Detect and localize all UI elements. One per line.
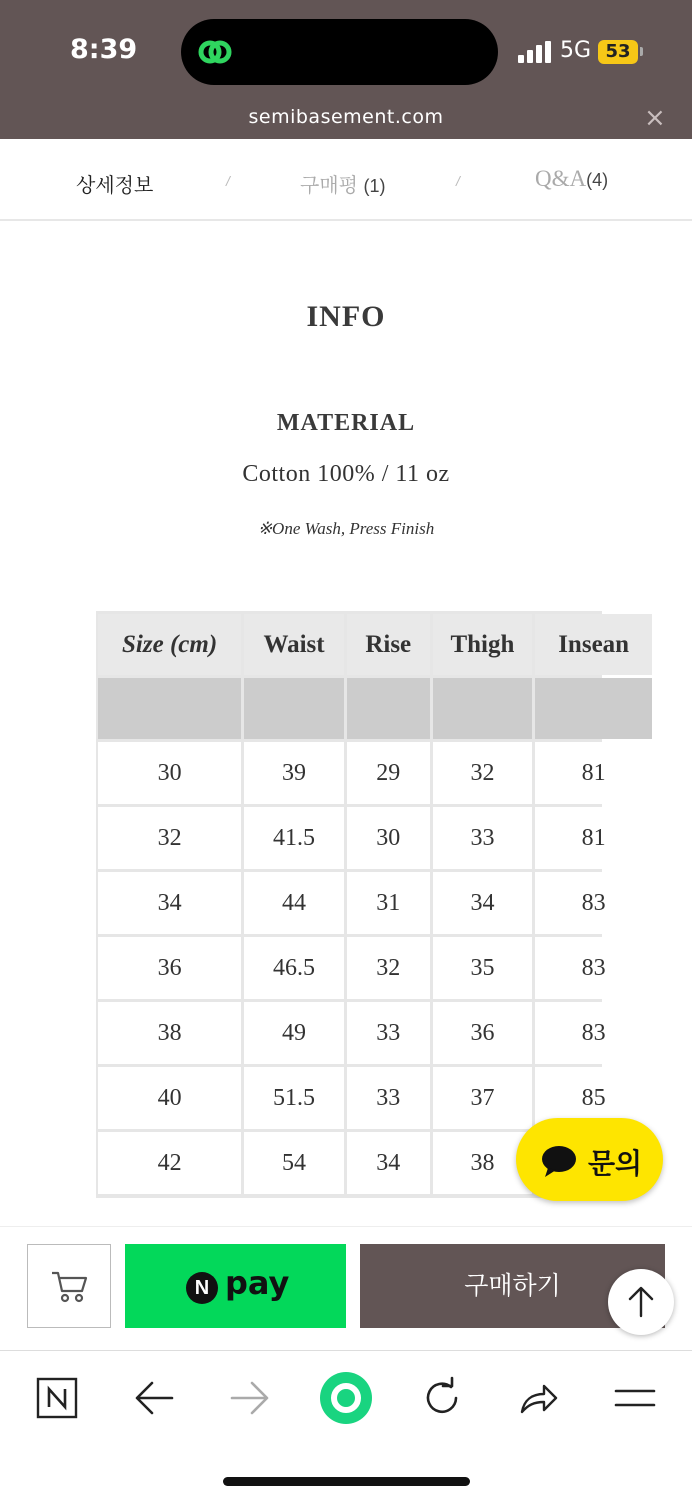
table-cell: 39 (244, 742, 344, 804)
dynamic-island (181, 19, 498, 85)
table-row (98, 1002, 652, 1064)
material-text: Cotton 100% / 11 oz (242, 461, 450, 487)
detail-tab-bar (0, 139, 692, 221)
table-cell: 46.5 (244, 937, 344, 999)
table-cell: 32 (433, 742, 533, 804)
share-icon[interactable] (516, 1376, 560, 1420)
naver-n-badge: N (186, 1272, 218, 1304)
table-cell: 54 (244, 1132, 344, 1194)
inquiry-label: 문의 (588, 1147, 643, 1180)
signal-icon (518, 41, 552, 63)
info-title: INFO (306, 300, 386, 333)
tab-separator: / (456, 173, 460, 189)
header-rise: Rise (347, 614, 430, 675)
tab-count: (4) (586, 170, 609, 190)
table-cell: 32 (98, 807, 241, 869)
table-cell: 31 (347, 872, 430, 934)
home-circle-icon[interactable] (318, 1370, 374, 1426)
table-cell: 33 (347, 1002, 430, 1064)
table-cell (347, 678, 430, 739)
table-cell (433, 678, 533, 739)
table-cell: 34 (433, 872, 533, 934)
table-cell (244, 678, 344, 739)
header-thigh: Thigh (433, 614, 533, 675)
table-cell: 83 (535, 937, 652, 999)
table-cell: 35 (433, 937, 533, 999)
battery-level: 53 (598, 40, 638, 64)
table-cell: 37 (433, 1067, 533, 1129)
header-waist: Waist (244, 614, 344, 675)
naver-n-icon[interactable] (35, 1376, 79, 1420)
inquiry-chat-button[interactable] (516, 1118, 663, 1201)
purchase-bar (0, 1226, 692, 1348)
scroll-to-top-button[interactable] (608, 1269, 674, 1335)
browser-toolbar (0, 1350, 692, 1500)
table-cell: 34 (347, 1132, 430, 1194)
header-size: Size (cm) (98, 614, 241, 675)
table-row (98, 872, 652, 934)
tab-detail-info[interactable] (76, 169, 153, 198)
table-cell: 38 (433, 1132, 533, 1194)
tab-reviews[interactable] (300, 169, 386, 198)
table-row (98, 937, 652, 999)
table-cell: 51.5 (244, 1067, 344, 1129)
material-title: MATERIAL (276, 410, 416, 436)
tab-label: Q&A (535, 166, 587, 191)
table-cell: 85 (535, 1067, 652, 1129)
header-inseam: Insean (535, 614, 652, 675)
status-time: 8:39 (70, 34, 138, 65)
battery-tip (640, 47, 643, 56)
url-text[interactable]: semibasement.com (248, 106, 444, 128)
table-cell: 44 (244, 872, 344, 934)
table-cell: 33 (347, 1067, 430, 1129)
table-cell: 38 (98, 1002, 241, 1064)
table-cell: 40 (98, 1067, 241, 1129)
tab-label: 상세정보 (76, 175, 154, 197)
table-cell (98, 678, 241, 739)
tab-label: 구매평 (300, 175, 358, 197)
table-row (98, 807, 652, 869)
tab-qna[interactable] (535, 166, 608, 192)
speech-bubble-icon (540, 1144, 578, 1178)
npay-label: pay (225, 1264, 290, 1302)
wash-note: ※One Wash, Press Finish (257, 519, 435, 538)
table-cell: 34 (98, 872, 241, 934)
close-icon[interactable]: × (644, 103, 666, 133)
table-cell: 41.5 (244, 807, 344, 869)
forward-arrow-icon[interactable] (228, 1376, 272, 1420)
size-table (95, 611, 655, 1197)
table-header-row (98, 614, 652, 675)
npay-button[interactable] (125, 1244, 346, 1328)
buy-now-button[interactable]: 구매하기 (360, 1244, 665, 1328)
arrow-up-icon (627, 1286, 655, 1318)
cart-icon (50, 1269, 90, 1303)
menu-icon[interactable] (613, 1376, 657, 1420)
table-cell: 30 (347, 807, 430, 869)
table-blank-row (98, 678, 652, 739)
table-cell (535, 678, 652, 739)
table-cell: 42 (98, 1132, 241, 1194)
back-arrow-icon[interactable] (132, 1376, 176, 1420)
home-indicator (223, 1477, 470, 1486)
tab-separator: / (226, 173, 230, 189)
table-cell: 32 (347, 937, 430, 999)
reload-icon[interactable] (420, 1376, 464, 1420)
table-cell: 29 (347, 742, 430, 804)
table-cell: 81 (535, 807, 652, 869)
table-cell: 36 (98, 937, 241, 999)
table-cell: 81 (535, 742, 652, 804)
table-cell: 83 (535, 872, 652, 934)
link-app-icon (195, 32, 235, 72)
tab-count: (1) (363, 176, 386, 196)
table-row (98, 742, 652, 804)
network-type: 5G (560, 38, 592, 63)
table-cell: 36 (433, 1002, 533, 1064)
table-cell: 83 (535, 1002, 652, 1064)
table-cell: 49 (244, 1002, 344, 1064)
table-cell: 30 (98, 742, 241, 804)
table-cell: 33 (433, 807, 533, 869)
browser-top-bar (0, 0, 692, 139)
cart-button[interactable] (27, 1244, 111, 1328)
